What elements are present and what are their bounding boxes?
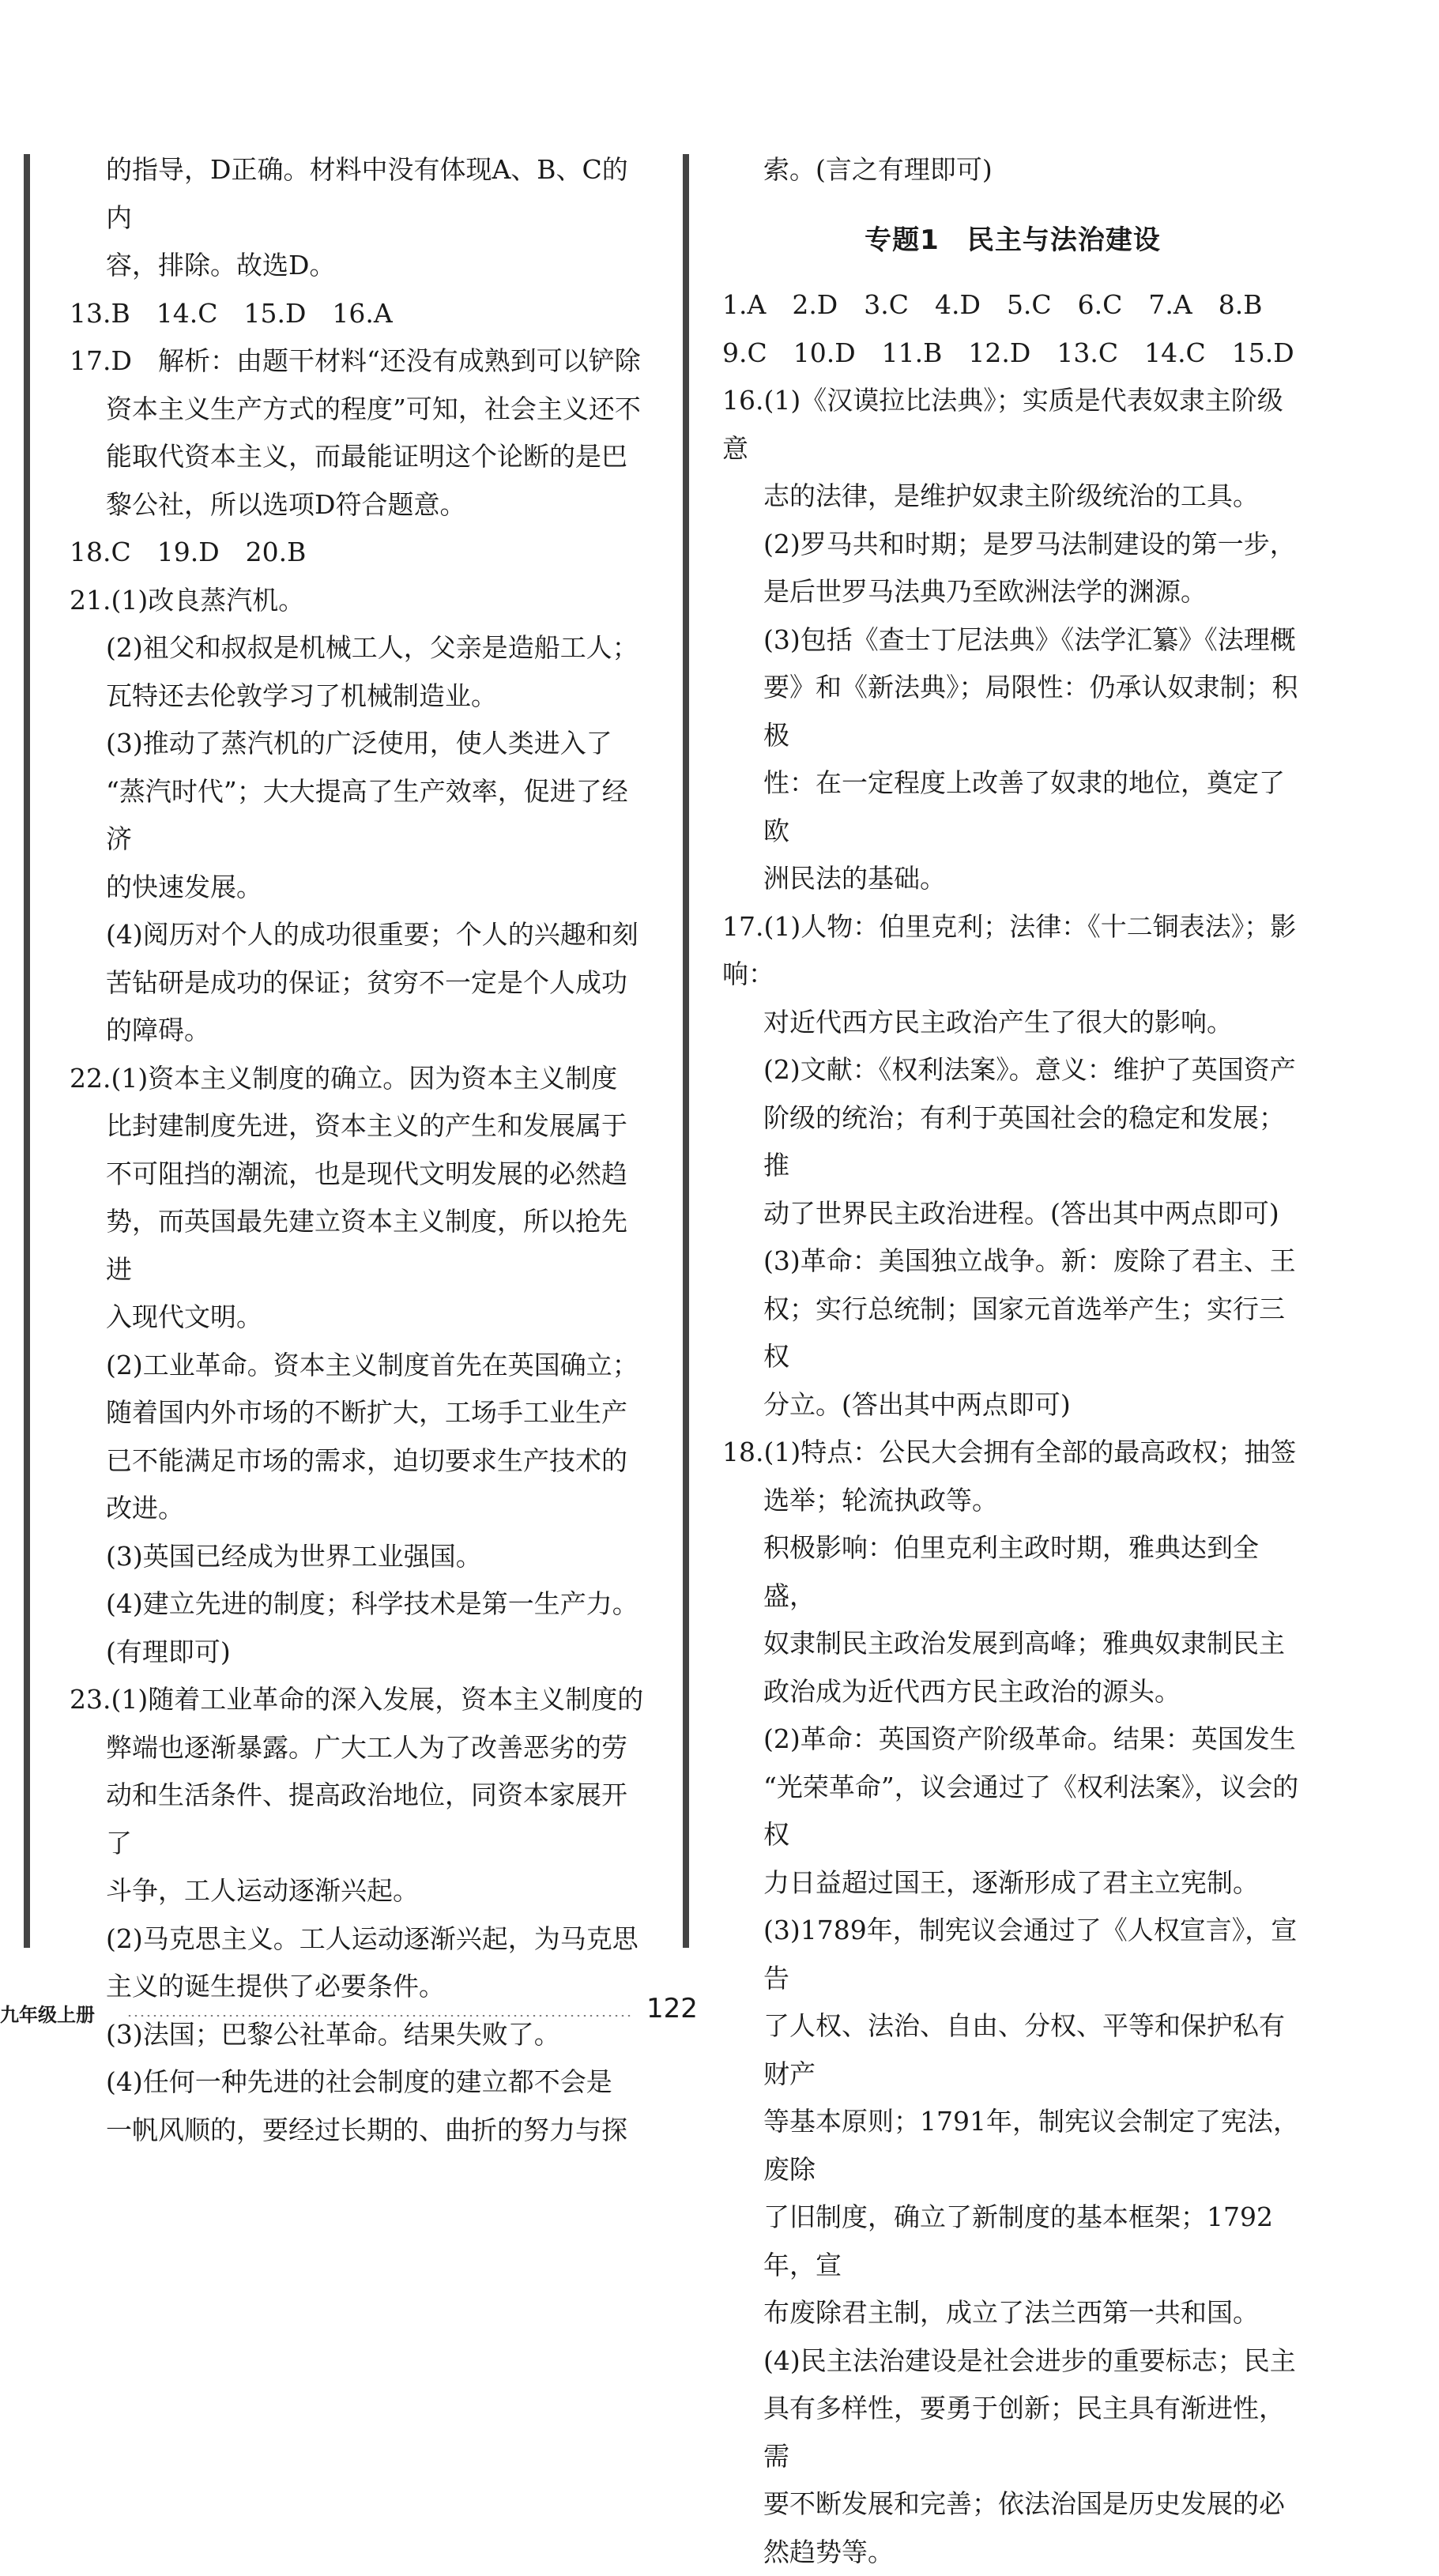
- answer-line: 黎公社，所以选项D符合题意。: [70, 481, 650, 529]
- answer-line: (2)祖父和叔叔是机械工人，父亲是造船工人；: [70, 624, 650, 672]
- answer-line: 动和生活条件、提高政治地位，同资本家展开了: [70, 1772, 650, 1867]
- answer-line: (3)包括《查士丁尼法典》《法学汇纂》《法理概: [722, 616, 1303, 665]
- answer-line: 然趋势等。: [722, 2529, 1303, 2576]
- answer-line: 18.(1)特点：公民大会拥有全部的最高政权；抽签: [722, 1429, 1303, 1477]
- answer-line: 改进。: [70, 1485, 650, 1533]
- answer-line: (2)罗马共和时期；是罗马法制建设的第一步，: [722, 521, 1303, 569]
- answer-line: 13.B 14.C 15.D 16.A: [70, 290, 650, 338]
- answer-line: (2)革命：英国资产阶级革命。结果：英国发生: [722, 1715, 1303, 1764]
- left-column: [70, 146, 650, 2154]
- answer-line: 随着国内外市场的不断扩大，工场手工业生产: [70, 1389, 650, 1437]
- answer-line: 势，而英国最先建立资本主义制度，所以抢先进: [70, 1198, 650, 1294]
- answer-line: 了旧制度，确立了新制度的基本框架；1792年，宣: [722, 2194, 1303, 2289]
- answer-line: 阶级的统治；有利于英国社会的稳定和发展；推: [722, 1094, 1303, 1190]
- answer-line: 22.(1)资本主义制度的确立。因为资本主义制度: [70, 1055, 650, 1103]
- answer-line: 主义的诞生提供了必要条件。: [70, 1963, 650, 2011]
- answer-line: (4)民主法治建设是社会进步的重要标志；民主: [722, 2337, 1303, 2386]
- answer-line: 索。(言之有理即可): [722, 146, 1303, 194]
- answer-line: 等基本原则；1791年，制宪议会制定了宪法，废除: [722, 2098, 1303, 2194]
- answer-line: 具有多样性，要勇于创新；民主具有渐进性，需: [722, 2385, 1303, 2480]
- answer-line: 要》和《新法典》；局限性：仍承认奴隶制；积极: [722, 664, 1303, 759]
- answer-line: 选举；轮流执政等。: [722, 1477, 1303, 1525]
- answer-line: “蒸汽时代”；大大提高了生产效率，促进了经济: [70, 768, 650, 864]
- answer-line: (2)马克思主义。工人运动逐渐兴起，为马克思: [70, 1915, 650, 1964]
- answer-line: 弊端也逐渐暴露。广大工人为了改善恶劣的劳: [70, 1724, 650, 1772]
- answer-line: 一帆风顺的，要经过长期的、曲折的努力与探: [70, 2107, 650, 2155]
- answer-line: 能取代资本主义，而最能证明这个论断的是巴: [70, 433, 650, 481]
- answer-line: 力日益超过国王，逐渐形成了君主立宪制。: [722, 1859, 1303, 1908]
- answer-line: (4)阅历对个人的成功很重要；个人的兴趣和刻: [70, 911, 650, 959]
- left-cut-line: [17, 154, 36, 1948]
- answer-line: 动了世界民主政治进程。(答出其中两点即可): [722, 1190, 1303, 1238]
- book-label: 九年级上册: [0, 1999, 95, 2027]
- answer-line: 17.(1)人物：伯里克利；法律：《十二铜表法》；影响：: [722, 903, 1303, 999]
- answer-line: (3)法国；巴黎公社革命。结果失败了。: [70, 2011, 650, 2059]
- answer-line: (4)任何一种先进的社会制度的建立都不会是: [70, 2058, 650, 2107]
- answer-line: 的指导，D正确。材料中没有体现A、B、C的内: [70, 146, 650, 242]
- answer-line: 比封建制度先进，资本主义的产生和发展属于: [70, 1102, 650, 1151]
- answer-line: 苦钻研是成功的保证；贫穷不一定是个人成功: [70, 959, 650, 1007]
- answer-line: 对近代西方民主政治产生了很大的影响。: [722, 999, 1303, 1047]
- answer-line: 了人权、法治、自由、分权、平等和保护私有财产: [722, 2002, 1303, 2098]
- answer-line: 斗争，工人运动逐渐兴起。: [70, 1867, 650, 1915]
- answer-line: 17.D 解析：由题干材料“还没有成熟到可以铲除: [70, 337, 650, 386]
- answer-line: 9.C 10.D 11.B 12.D 13.C 14.C 15.D: [722, 330, 1303, 378]
- footer-dotted-rule: [126, 2015, 632, 2017]
- answer-line: 要不断发展和完善；依法治国是历史发展的必: [722, 2480, 1303, 2529]
- page-number: 122: [646, 1993, 698, 2024]
- answer-line: 容，排除。故选D。: [70, 242, 650, 290]
- answer-line: 16.(1)《汉谟拉比法典》；实质是代表奴隶主阶级意: [722, 377, 1303, 473]
- answer-line: 21.(1)改良蒸汽机。: [70, 577, 650, 625]
- answer-line: 洲民法的基础。: [722, 855, 1303, 903]
- center-cut-line: [676, 154, 695, 1948]
- answer-line: 不可阻挡的潮流，也是现代文明发展的必然趋: [70, 1151, 650, 1199]
- right-column: [722, 146, 1303, 2576]
- page-footer: [0, 1991, 1439, 2039]
- answer-line: (4)建立先进的制度；科学技术是第一生产力。: [70, 1580, 650, 1629]
- answer-line: (有理即可): [70, 1629, 650, 1677]
- answer-line: 政治成为近代西方民主政治的源头。: [722, 1668, 1303, 1716]
- answer-line: 性：在一定程度上改善了奴隶的地位，奠定了欧: [722, 759, 1303, 855]
- answer-line: 入现代文明。: [70, 1294, 650, 1342]
- answer-line: 资本主义生产方式的程度”可知，社会主义还不: [70, 386, 650, 434]
- answer-line: 积极影响：伯里克利主政时期，雅典达到全盛，: [722, 1524, 1303, 1620]
- answer-line: 瓦特还去伦敦学习了机械制造业。: [70, 672, 650, 721]
- answer-line: “光荣革命”，议会通过了《权利法案》，议会的权: [722, 1764, 1303, 1859]
- answer-line: (3)推动了蒸汽机的广泛使用，使人类进入了: [70, 720, 650, 768]
- answer-line: 1.A 2.D 3.C 4.D 5.C 6.C 7.A 8.B: [722, 281, 1303, 330]
- answer-line: 23.(1)随着工业革命的深入发展，资本主义制度的: [70, 1676, 650, 1724]
- answer-line: 的障碍。: [70, 1007, 650, 1055]
- section-heading: 专题1 民主与法治建设: [722, 217, 1303, 265]
- answer-line: (3)1789年，制宪议会通过了《人权宣言》，宣告: [722, 1907, 1303, 2002]
- answer-line: 分立。(答出其中两点即可): [722, 1381, 1303, 1429]
- answer-line: (2)工业革命。资本主义制度首先在英国确立；: [70, 1342, 650, 1390]
- answer-line: 已不能满足市场的需求，迫切要求生产技术的: [70, 1437, 650, 1486]
- answer-line: 权；实行总统制；国家元首选举产生；实行三权: [722, 1286, 1303, 1381]
- answer-line: 的快速发展。: [70, 864, 650, 912]
- answer-line: (2)文献：《权利法案》。意义：维护了英国资产: [722, 1046, 1303, 1094]
- answer-line: (3)英国已经成为世界工业强国。: [70, 1533, 650, 1581]
- answer-line: 18.C 19.D 20.B: [70, 529, 650, 577]
- answer-line: 布废除君主制，成立了法兰西第一共和国。: [722, 2289, 1303, 2337]
- answer-line: 奴隶制民主政治发展到高峰；雅典奴隶制民主: [722, 1620, 1303, 1668]
- answer-line: 志的法律，是维护奴隶主阶级统治的工具。: [722, 473, 1303, 521]
- answer-line: 是后世罗马法典乃至欧洲法学的渊源。: [722, 568, 1303, 616]
- answer-line: (3)革命：美国独立战争。新：废除了君主、王: [722, 1237, 1303, 1286]
